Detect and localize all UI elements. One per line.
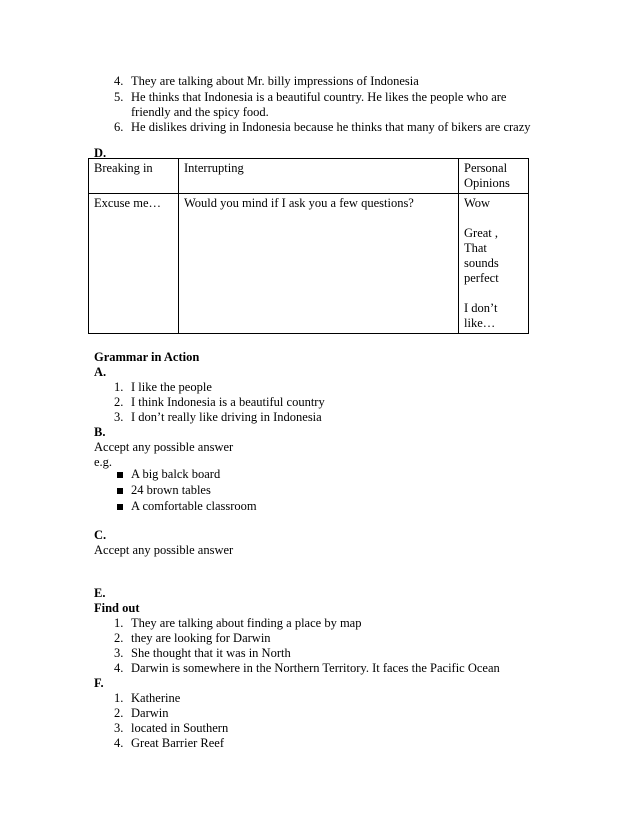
list-number: 1. — [114, 616, 124, 630]
list-item-text: I think Indonesia is a beautiful country — [131, 395, 325, 409]
list-item-text: I don’t really like driving in Indonesia — [131, 410, 322, 424]
list-number: 6. — [114, 120, 124, 134]
list-item-text: Darwin is somewhere in the Northern Territory. It faces the Pacific Ocean — [131, 661, 500, 675]
list-item-text: Katherine — [131, 691, 181, 705]
grammar-b-instruction: Accept any possible answer — [94, 440, 234, 454]
list-number: 4. — [114, 736, 124, 750]
table-header-cell: Personal Opinions — [459, 159, 529, 194]
list-number: 1. — [114, 691, 124, 705]
list-item-text: they are looking for Darwin — [131, 631, 271, 645]
bullet-item-text: A big balck board — [131, 467, 221, 481]
list-item-text: He dislikes driving in Indonesia because he thinks that many of bikers are crazy — [131, 120, 531, 134]
grammar-title: Grammar in Action — [94, 350, 200, 364]
list-number: 2. — [114, 706, 124, 720]
table-cell: Wow Great , That sounds perfect I don’t like… — [459, 194, 529, 334]
grammar-c-instruction: Accept any possible answer — [94, 543, 234, 557]
bullet-item-text: A comfortable classroom — [131, 499, 257, 513]
list-number: 4. — [114, 74, 124, 88]
square-bullet-icon — [117, 488, 123, 494]
grammar-b-eg: e.g. — [94, 455, 113, 469]
list-item-text: Great Barrier Reef — [131, 736, 224, 750]
table-header-row — [89, 159, 529, 194]
bullet-item-text: 24 brown tables — [131, 483, 211, 497]
table-header-cell: Breaking in — [89, 159, 179, 194]
section-f-heading: F. — [94, 676, 104, 690]
table-cell: Would you mind if I ask you a few questions? — [179, 194, 459, 334]
list-item-text: He thinks that Indonesia is a beautiful country. He likes the people who are — [131, 90, 507, 104]
list-item-text: I like the people — [131, 380, 212, 394]
grammar-b-heading: B. — [94, 425, 106, 439]
list-item-text: They are talking about finding a place by map — [131, 616, 362, 630]
list-item-text: She thought that it was in North — [131, 646, 291, 660]
list-number: 3. — [114, 646, 124, 660]
list-number: 1. — [114, 380, 124, 394]
list-number: 2. — [114, 631, 124, 645]
list-number: 5. — [114, 90, 124, 104]
list-number: 3. — [114, 410, 124, 424]
table-header-cell: Interrupting — [179, 159, 459, 194]
list-number: 2. — [114, 395, 124, 409]
grammar-a-heading: A. — [94, 365, 107, 379]
section-d-heading: D. — [94, 146, 107, 160]
opinions-table — [88, 158, 529, 334]
table-cell: Excuse me… — [89, 194, 179, 334]
list-number: 3. — [114, 721, 124, 735]
section-e-heading: E. — [94, 586, 106, 600]
list-item-text: They are talking about Mr. billy impressions of Indonesia — [131, 74, 419, 88]
square-bullet-icon — [117, 504, 123, 510]
table-row — [89, 194, 529, 334]
list-number: 4. — [114, 661, 124, 675]
section-e-subheading: Find out — [94, 601, 140, 615]
list-item-text: located in Southern — [131, 721, 229, 735]
list-item-text: Darwin — [131, 706, 169, 720]
square-bullet-icon — [117, 472, 123, 478]
list-item-text-continuation: friendly and the spicy food. — [131, 105, 269, 119]
grammar-c-heading: C. — [94, 528, 107, 542]
